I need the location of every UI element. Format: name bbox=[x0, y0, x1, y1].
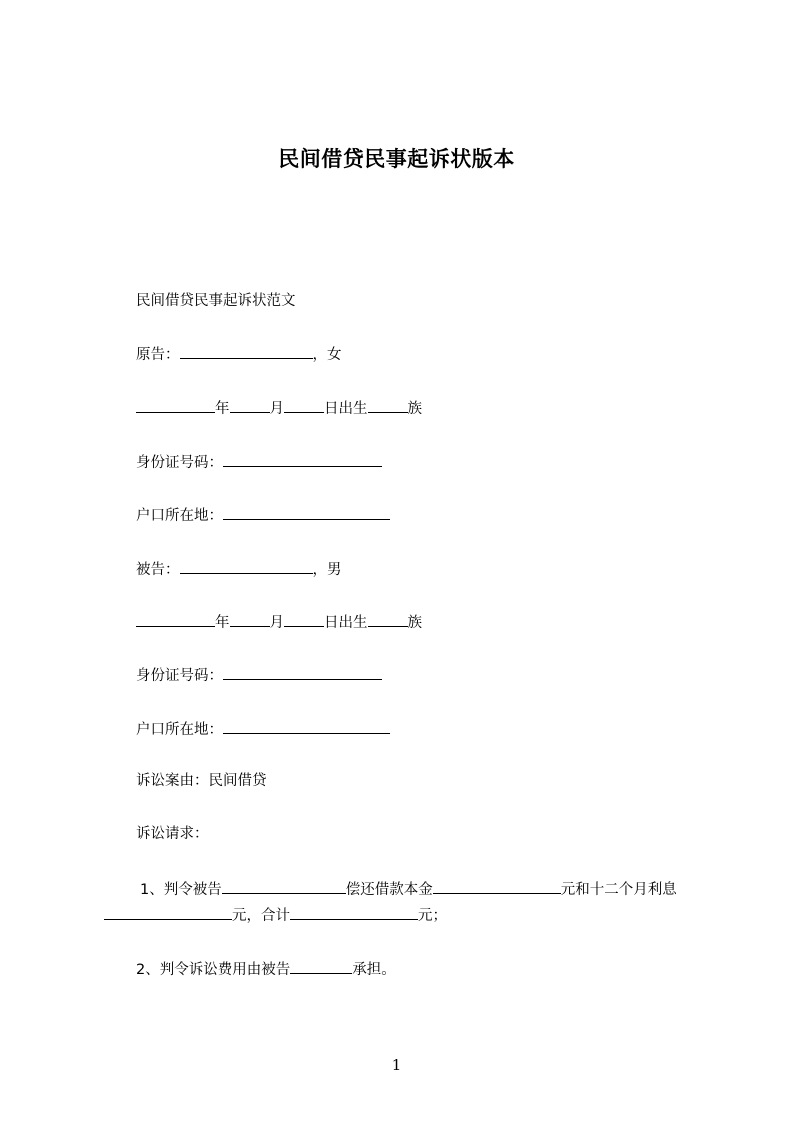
day-label: 日出生 bbox=[324, 401, 368, 417]
defendant-id-line bbox=[136, 666, 382, 685]
plaintiff-line bbox=[136, 345, 342, 364]
year-label: 年 bbox=[215, 401, 230, 417]
defendant-residence-line bbox=[136, 720, 390, 739]
claim-2-defendant-blank bbox=[290, 960, 352, 974]
defendant-name-blank bbox=[180, 560, 313, 574]
plaintiff-residence-blank bbox=[223, 506, 390, 520]
defendant-id-blank bbox=[223, 666, 382, 680]
defendant-ethnicity-blank bbox=[368, 613, 408, 627]
claim-1-line-1 bbox=[140, 880, 677, 899]
cause-of-action: 诉讼案由：民间借贷 bbox=[136, 773, 267, 789]
claim-1-text-e: 元； bbox=[418, 908, 447, 924]
defendant-birth-year-blank bbox=[136, 613, 215, 627]
document-subtitle: 民间借贷民事起诉状范文 bbox=[136, 293, 296, 309]
document-title: 民间借贷民事起诉状版本 bbox=[278, 147, 515, 171]
defendant-birth-day-blank bbox=[284, 613, 324, 627]
claims-heading: 诉讼请求： bbox=[136, 826, 209, 842]
defendant-id-label: 身份证号码： bbox=[136, 668, 223, 684]
ethnicity-label: 族 bbox=[407, 615, 422, 631]
defendant-birth-line bbox=[136, 613, 422, 632]
plaintiff-residence-line bbox=[136, 506, 390, 525]
plaintiff-gender: ，女 bbox=[312, 347, 342, 363]
plaintiff-id-label: 身份证号码： bbox=[136, 455, 223, 471]
defendant-gender: ，男 bbox=[312, 562, 342, 578]
plaintiff-birth-month-blank bbox=[230, 399, 270, 413]
year-label: 年 bbox=[215, 615, 230, 631]
claim-2-line bbox=[136, 960, 396, 979]
claim-1-text-c: 元和十二个月利息 bbox=[560, 882, 677, 898]
plaintiff-birth-line bbox=[136, 399, 422, 418]
plaintiff-residence-label: 户口所在地： bbox=[136, 508, 223, 524]
defendant-label: 被告： bbox=[136, 562, 180, 578]
plaintiff-label: 原告： bbox=[136, 347, 180, 363]
day-label: 日出生 bbox=[324, 615, 368, 631]
plaintiff-ethnicity-blank bbox=[368, 399, 408, 413]
defendant-residence-blank bbox=[223, 720, 390, 734]
claim-1-total-blank bbox=[290, 906, 418, 920]
plaintiff-id-line bbox=[136, 453, 382, 472]
claim-1-principal-blank bbox=[433, 880, 561, 894]
claim-2-text-a: 2、判令诉讼费用由被告 bbox=[136, 962, 291, 978]
claim-1-text-a: 1、判令被告 bbox=[140, 882, 222, 898]
claim-1-defendant-blank bbox=[222, 880, 346, 894]
month-label: 月 bbox=[269, 615, 284, 631]
claim-1-interest-blank bbox=[104, 906, 232, 920]
plaintiff-name-blank bbox=[180, 345, 313, 359]
plaintiff-birth-day-blank bbox=[284, 399, 324, 413]
ethnicity-label: 族 bbox=[407, 401, 422, 417]
defendant-line bbox=[136, 560, 342, 579]
month-label: 月 bbox=[269, 401, 284, 417]
claim-2-text-b: 承担。 bbox=[352, 962, 396, 978]
defendant-birth-month-blank bbox=[230, 613, 270, 627]
page-number: 1 bbox=[391, 1056, 402, 1074]
claim-1-text-b: 偿还借款本金 bbox=[345, 882, 433, 898]
claim-1-text-d: 元，合计 bbox=[232, 908, 290, 924]
plaintiff-id-blank bbox=[223, 453, 382, 467]
plaintiff-birth-year-blank bbox=[136, 399, 215, 413]
claim-1-line-2 bbox=[104, 906, 447, 925]
defendant-residence-label: 户口所在地： bbox=[136, 722, 223, 738]
